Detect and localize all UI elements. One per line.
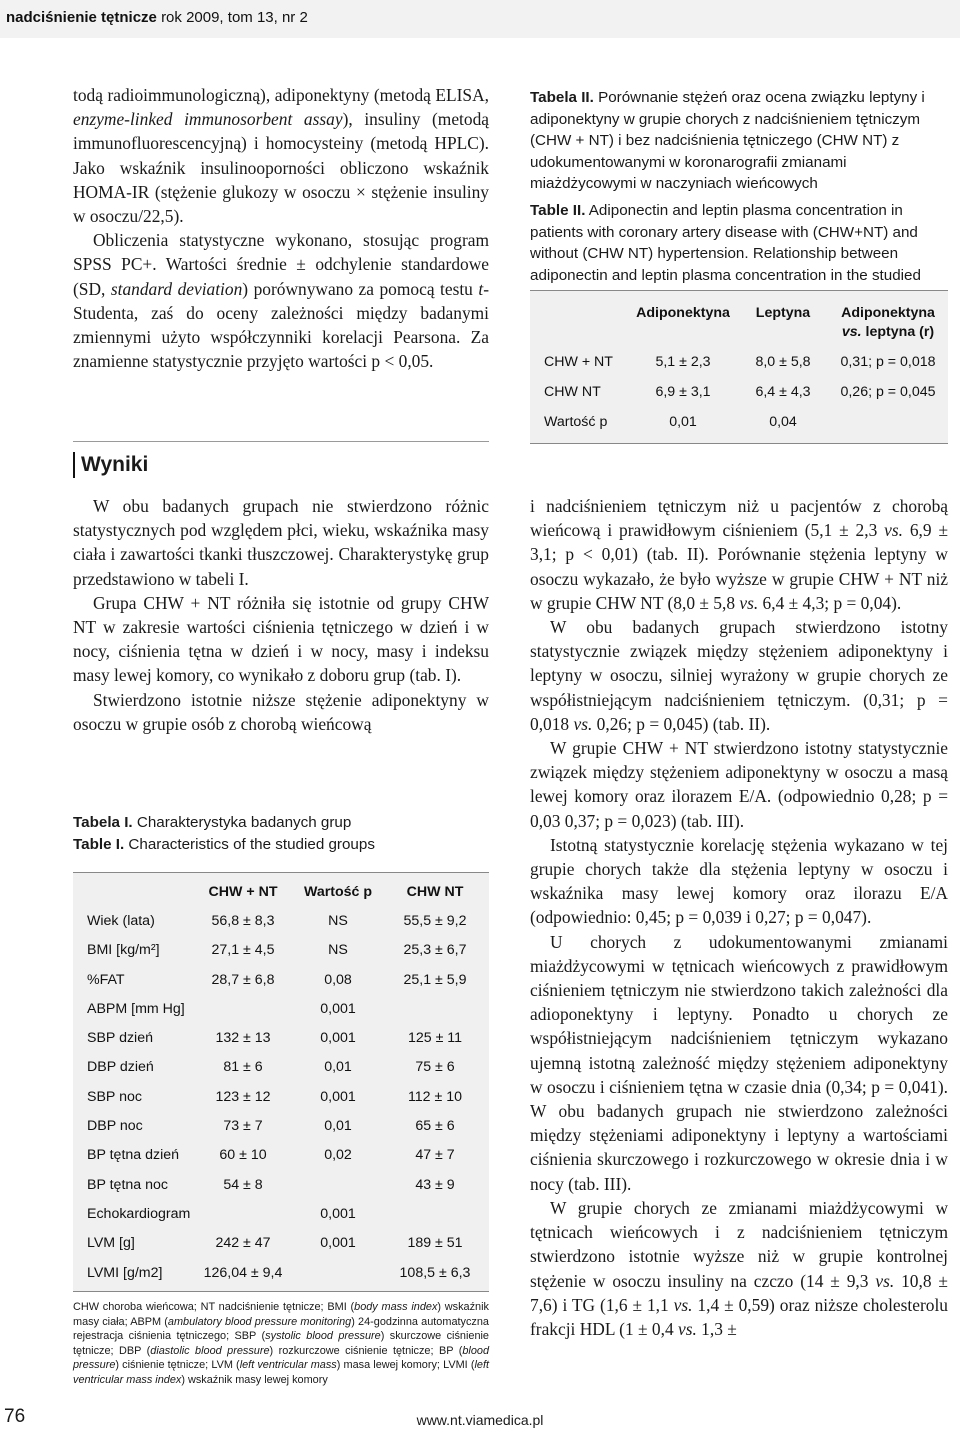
table-cell: 75 ± 6: [415, 1059, 455, 1076]
table-cell: Echokardiogram: [87, 1205, 191, 1222]
table-cell: [381, 994, 489, 1023]
right-results-text: [530, 494, 948, 1341]
text-segment: 1,4 ± 0,59) oraz niższe cholesterolu frakcji HDL (1 ± 0,4: [530, 1294, 948, 1339]
page-number: 76: [4, 1406, 26, 1427]
italic-segment: vs.: [884, 520, 903, 541]
table-cell: BP tętna noc: [87, 1176, 168, 1193]
paragraph-right-1: [530, 494, 948, 615]
table-cell: 0,001: [320, 1030, 356, 1047]
journal-website: www.nt.viamedica.pl: [416, 1412, 544, 1428]
table-cell: 25,3 ± 6,7: [403, 942, 467, 959]
table2-header-cell: Leptyna: [755, 305, 811, 321]
table-cell: NS: [328, 912, 348, 929]
table-cell: 56,8 ± 8,3: [211, 912, 275, 929]
text-segment: ) rozkurczowe ciśnienie tętnicze; BP (: [269, 1344, 463, 1357]
table-cell: 112 ± 10: [407, 1088, 463, 1105]
table-cell: DBP noc: [87, 1118, 143, 1135]
table-cell: SBP dzień: [87, 1030, 153, 1047]
table2-header-cell: Adiponektyna: [636, 305, 730, 321]
table-row: [530, 377, 948, 407]
text-segment: CHW choroba wieńcowa; NT nadciśnienie tętnicze; BMI (: [73, 1301, 355, 1313]
paragraph-statistics: Obliczenia statystyczne wykonano, stosując program SPSS PC+. Wartości średnie ± odchylenie standardowe (SD, standard deviation) porównywano za pomocą testu t-Studenta, zaś do oceny zależności między badanymi zmiennymi użyto współczynniki korelacji Pearsona. Za znamienne statystycznie przyjęto wartości p < 0,05.: [73, 230, 490, 372]
table-row: [73, 1111, 489, 1140]
table-row: [73, 965, 489, 994]
table-cell: 54 ± 8: [223, 1176, 263, 1193]
text-segment: ) wskaźnik masy lewej komory: [181, 1373, 328, 1386]
table-cell: 108,5 ± 6,3: [399, 1264, 471, 1281]
table-cell: NS: [328, 942, 348, 959]
table1-grid: [73, 877, 489, 1287]
table1-header-cell: [73, 877, 191, 906]
table1-header-row: [73, 877, 489, 906]
table-cell: [295, 1170, 381, 1199]
table-row: [73, 1258, 489, 1287]
table-cell: 242 ± 47: [215, 1235, 271, 1252]
paragraph-right-4: Istotną statystycznie korelację stężenia wykazano w tej grupie chorych także dla stężenia leptyny w osoczu i wskaźnika masy lewej komory oraz ilorazu E/A (odpowiednio: 0,45; p = 0,039 i 0,27; p = 0,047).: [530, 834, 948, 928]
italic-segment: blood pressure: [73, 1344, 490, 1372]
section-divider: [73, 441, 489, 442]
table-row: [530, 347, 948, 377]
table1: [73, 872, 489, 1292]
table-cell: BP tętna dzień: [87, 1147, 180, 1164]
table-cell: 189 ± 51: [407, 1235, 463, 1252]
text-segment: 6,9 ± 3,1; p < 0,01) (tab. II). Porównanie stężenia leptyny w osoczu wykazało, że było wyższe w grupie CHW + NT niż w grupie CHW NT (8,0 ± 5,8: [530, 520, 948, 613]
paragraph-right-2: [530, 615, 948, 736]
table-cell: 81 ± 6: [223, 1059, 263, 1076]
table-cell: 132 ± 13: [215, 1030, 271, 1047]
table-row: [73, 1170, 489, 1199]
table-row: [530, 407, 948, 437]
journal-title: nadciśnienie tętnicze: [6, 9, 157, 26]
italic-segment: left ventricular mass: [239, 1359, 337, 1372]
table-cell: 0,01: [324, 1059, 352, 1076]
table1-header-cell: CHW + NT: [208, 883, 278, 900]
table-row: [73, 1199, 489, 1228]
table-cell: SBP noc: [87, 1088, 142, 1105]
table-cell: 5,1 ± 2,3: [655, 354, 711, 370]
section-heading-wyniki: Wyniki: [73, 452, 148, 478]
table-row: [73, 906, 489, 935]
paragraph-right-5: U chorych z udokumentowanymi zmianami miażdżycowymi w tętnicach wieńcowych z prawidłowym ciśnieniem tętniczym nie stwierdzono takich zależności dla adioponektyny i leptyny. Ponadto u chorych ze współistniejącym nadciśnieniem tętniczym wykazano ujemną istotną zależność między stężeniem adiponektyny w osoczu i ciśnieniem tętna w czasie dnia (0,34; p = 0,041). W obu badanych grupach nie stwierdzono zależności między stężeniami adiponektyny i leptyny a wartościami ciśnienia skurczowego i rozkurczowego w okresie dnia i w nocy (tab. III).: [530, 931, 948, 1194]
text-segment: ) wskaźnik masy ciała; ABPM (: [73, 1301, 489, 1328]
table-cell: 27,1 ± 4,5: [211, 942, 275, 959]
table1-caption-en: Table I. Characteristics of the studied groups: [73, 835, 375, 853]
table-cell: 0,001: [320, 1000, 356, 1017]
text-segment: 6,4 ± 4,3; p = 0,04).: [758, 592, 902, 613]
table-cell: 0,001: [320, 1088, 356, 1105]
running-header-text: [6, 9, 308, 26]
table-cell: [381, 1199, 489, 1228]
table-cell: 125 ± 11: [407, 1030, 463, 1047]
table-cell: 126,04 ± 9,4: [203, 1264, 283, 1281]
italic-segment: diastolic blood pressure: [150, 1344, 270, 1357]
text-segment: 0,26; p = 0,045) (tab. II).: [592, 713, 771, 734]
text-segment: ) ciśnienie tętnicze; LVM (: [115, 1359, 240, 1372]
table1-caption: [73, 812, 489, 855]
text-segment: ) masa lewej komory; LVMI (: [336, 1359, 475, 1372]
text-segment: W obu badanych grupach stwierdzono istotny statystycznie związek między stężeniem adiponektyny i leptyny w osoczu, silniej wyrażony w grupie chorych ze współistniejącym nadciśnieniem tętniczym. (0,31; p = 0,018: [530, 617, 948, 734]
table-cell: 123 ± 12: [215, 1088, 271, 1105]
paragraph-results-1: W obu badanych grupach nie stwierdzono różnic statystycznych pod względem płci, wieku, wskaźnika masy ciała i zawartości tkanki tłuszczowej. Charakterystykę grup przedstawiono w tabeli I.: [73, 496, 489, 589]
text-segment: 10,8 ± 7,6) i TG (1,6 ± 1,1: [530, 1270, 948, 1315]
table-cell: 28,7 ± 6,8: [211, 971, 275, 988]
journal-issue: rok 2009, tom 13, nr 2: [161, 9, 308, 26]
italic-segment: left ventricular mass index: [73, 1359, 489, 1386]
table-cell: LVMI [g/m2]: [87, 1264, 163, 1281]
table-cell: 47 ± 7: [415, 1147, 455, 1164]
paragraph-methods-lab: todą radioimmunologiczną), adiponektyny (metodą ELISA, enzyme-linked immunosorbent assay), insuliny (metodą immunofluorescencyjną) i homocysteiny (metodą HPLC). Jako wskaźnik insulinooporności obliczono wskaźnik HOMA-IR (stężenie glukozy w osoczu × stężenie insuliny w osoczu/22,5).: [73, 85, 489, 227]
text-segment: i nadciśnieniem tętniczym niż u pacjentów z chorobą wieńcową i prawidłowym ciśnieniem (5,1 ± 2,3: [530, 496, 948, 541]
table-cell: [295, 1258, 381, 1287]
table2: [530, 290, 948, 444]
table-cell: Wartość p: [544, 414, 608, 430]
table2-header-cell: [530, 305, 628, 347]
table-cell: 0,001: [320, 1235, 356, 1252]
table-cell: 25,1 ± 5,9: [403, 971, 467, 988]
table-cell: 0,31; p = 0,018: [840, 354, 936, 370]
table2-caption: [530, 87, 948, 308]
table-row: [73, 936, 489, 965]
table-row: [73, 1229, 489, 1258]
table-cell: %FAT: [87, 971, 125, 988]
table2-grid: [530, 305, 948, 437]
left-results-text: [73, 494, 489, 736]
table1-header-cell: CHW NT: [406, 883, 464, 900]
paragraph-right-3: W grupie CHW + NT stwierdzono istotny statystycznie związek między stężeniem adiponektyny w osoczu a masą lewej komory oraz ilorazem E/A. (odpowiednio 0,28; p = 0,03 0,37; p = 0,023) (tab. III).: [530, 738, 948, 831]
table-cell: [828, 407, 948, 437]
table2-header-row: [530, 305, 948, 347]
left-intro-text: [73, 83, 489, 373]
table-cell: 0,26; p = 0,045: [840, 384, 936, 400]
italic-segment: vs.: [673, 1294, 693, 1315]
table-cell: BMI [kg/m²]: [87, 942, 160, 959]
table-row: [73, 1023, 489, 1052]
italic-segment: vs.: [677, 1318, 697, 1339]
table-cell: 8,0 ± 5,8: [755, 354, 811, 370]
table1-body: [73, 906, 489, 1287]
table1-header-cell: Wartość p: [303, 883, 373, 900]
table-cell: ABPM [mm Hg]: [87, 1000, 185, 1017]
text-segment: ) skurczowe ciśnienie tętnicze; DBP (: [73, 1330, 489, 1357]
table-cell: 0,01: [324, 1118, 352, 1135]
table-row: [73, 994, 489, 1023]
table-cell: 65 ± 6: [415, 1118, 455, 1135]
italic-segment: vs.: [573, 713, 593, 734]
table-cell: 0,02: [324, 1147, 352, 1164]
text-segment: ) 24-godzinna automatyczna rejestracja ciśnienia tętniczego; SBP (: [73, 1315, 489, 1343]
table2-caption-pl: Tabela II. Porównanie stężeń oraz ocena związku leptyny i adiponektyny w grupie chorych z nadciśnieniem tętniczym (CHW + NT) i bez nadciśnienia tętniczego (CHW NT) z udokumentowanymi w koronarografii zmianami miażdżycowymi w naczyniach wieńcowych: [530, 89, 925, 193]
table-cell: Wiek (lata): [87, 912, 155, 929]
table2-header-cell: Adiponektyna vs. leptyna (r): [841, 305, 935, 340]
paragraph-right-6: [530, 1196, 948, 1341]
table-cell: CHW NT: [544, 384, 601, 400]
table-cell: 0,04: [769, 414, 797, 430]
text-segment: 1,3 ±: [696, 1318, 737, 1339]
table2-body: [530, 347, 948, 437]
table-cell: [191, 1199, 295, 1228]
table-row: [73, 1082, 489, 1111]
table-cell: 73 ± 7: [223, 1118, 263, 1135]
table-cell: DBP dzień: [87, 1059, 154, 1076]
table-cell: 6,4 ± 4,3: [755, 384, 811, 400]
italic-segment: ambulatory blood pressure monitoring: [167, 1315, 352, 1328]
italic-segment: vs.: [739, 592, 759, 613]
table-cell: CHW + NT: [544, 354, 613, 370]
paragraph-results-2: Grupa CHW + NT różniła się istotnie od grupy CHW NT w zakresie wartości ciśnienia tętniczego w dzień i w nocy, ciśnienia tętna w dzień i w nocy, masy i indeksu masy lewej komory, co wynikało z doboru grup (tab. I).: [73, 592, 489, 686]
table-cell: 60 ± 10: [219, 1147, 267, 1164]
italic-segment: body mass index: [354, 1301, 438, 1313]
running-header: [0, 0, 960, 38]
table-cell: 6,9 ± 3,1: [655, 384, 711, 400]
italic-segment: systolic blood pressure: [265, 1330, 381, 1343]
table-cell: LVM [g]: [87, 1235, 135, 1252]
italic-segment: vs.: [875, 1270, 895, 1291]
table-cell: 55,5 ± 9,2: [403, 912, 467, 929]
table-cell: 0,001: [320, 1205, 356, 1222]
text-segment: W grupie chorych ze zmianami miażdżycowymi w tętnicach wieńcowych i z nadciśnieniem tętniczym stwierdzono istotnie wyższe niż w grupie kontrolnej stężenie w osoczu insuliny na czczo (14 ± 9,3: [530, 1197, 948, 1291]
table-row: [73, 1141, 489, 1170]
table-cell: 0,01: [669, 414, 697, 430]
table2-caption-en: Table II. Adiponectin and leptin plasma concentration in patients with coronary artery disease with (CHW+NT) and without (CHW NT) hypertension. Relationship between adiponectin and leptin plasma concentration in the studied: [530, 201, 921, 284]
table-cell: 0,08: [324, 971, 352, 988]
table-cell: 43 ± 9: [415, 1176, 455, 1193]
table1-caption-pl: Tabela I. Charakterystyka badanych grup: [73, 814, 352, 831]
table-row: [73, 1053, 489, 1082]
paragraph-results-3: Stwierdzono istotnie niższe stężenie adiponektyny w osoczu w grupie osób z chorobą wieńcową: [73, 689, 489, 734]
table-cell: [191, 994, 295, 1023]
table1-footnote: [73, 1300, 489, 1388]
